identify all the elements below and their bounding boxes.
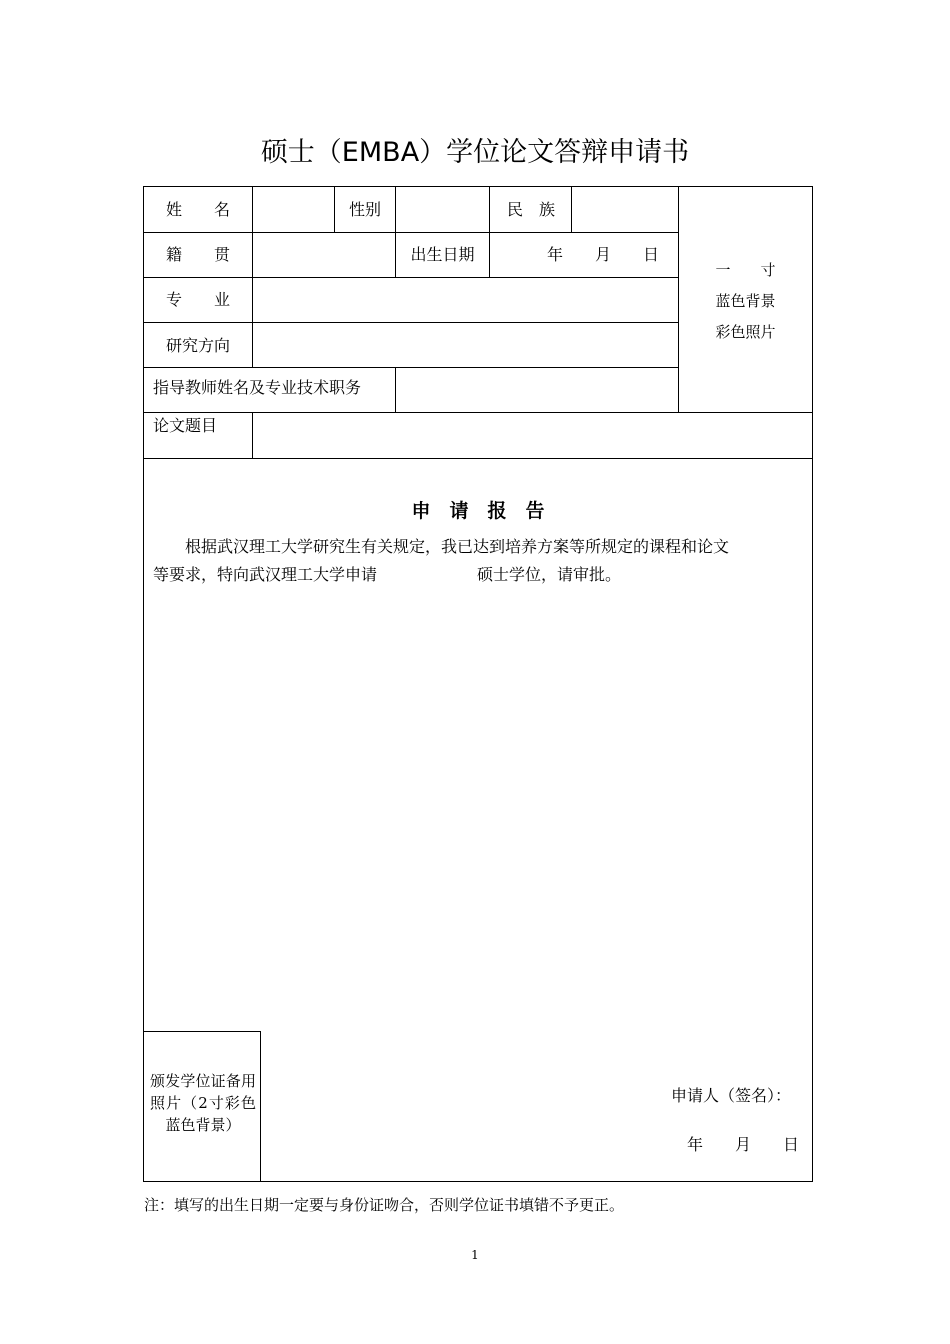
- photo-size: 一 寸: [715, 261, 776, 279]
- research-direction-label: 研究方向: [165, 336, 230, 355]
- name-label: 姓 名: [165, 200, 230, 219]
- photo-type: 彩色照片: [715, 323, 776, 341]
- photo-background: 蓝色背景: [715, 292, 776, 310]
- page-number: 1: [471, 1248, 479, 1262]
- native-place-label: 籍 贯: [165, 245, 230, 264]
- photo-placeholder: [679, 255, 812, 348]
- thesis-title-label: 论文题目: [153, 416, 218, 435]
- report-line-2a: 等要求，特向武汉理工大学申请: [153, 565, 378, 584]
- footnote: 注：填写的出生日期一定要与身份证吻合，否则学位证书填错不予更正。: [144, 1196, 625, 1214]
- applicant-signature: 申请人（签名）：: [671, 1086, 792, 1105]
- gender-label: 性别: [348, 200, 381, 219]
- report-heading: 申 请 报 告: [411, 500, 545, 522]
- page-title: 硕士（EMBA）学位论文答辩申请书: [260, 137, 690, 168]
- birth-date-value: 年 月 日: [547, 245, 660, 264]
- certificate-photo-label: 颁发学位证备用照片（2寸彩色蓝色背景）: [150, 1072, 256, 1134]
- ethnicity-label: 民 族: [507, 200, 556, 219]
- signature-date: 年 月 日: [687, 1135, 800, 1154]
- report-line-1: 根据武汉理工大学研究生有关规定，我已达到培养方案等所规定的课程和论文: [153, 537, 730, 556]
- major-label: 专 业: [165, 290, 230, 309]
- advisor-label: 指导教师姓名及专业技术职务: [153, 378, 362, 397]
- birth-date-label: 出生日期: [410, 245, 475, 264]
- report-line-2b: 硕士学位，请审批。: [477, 565, 622, 584]
